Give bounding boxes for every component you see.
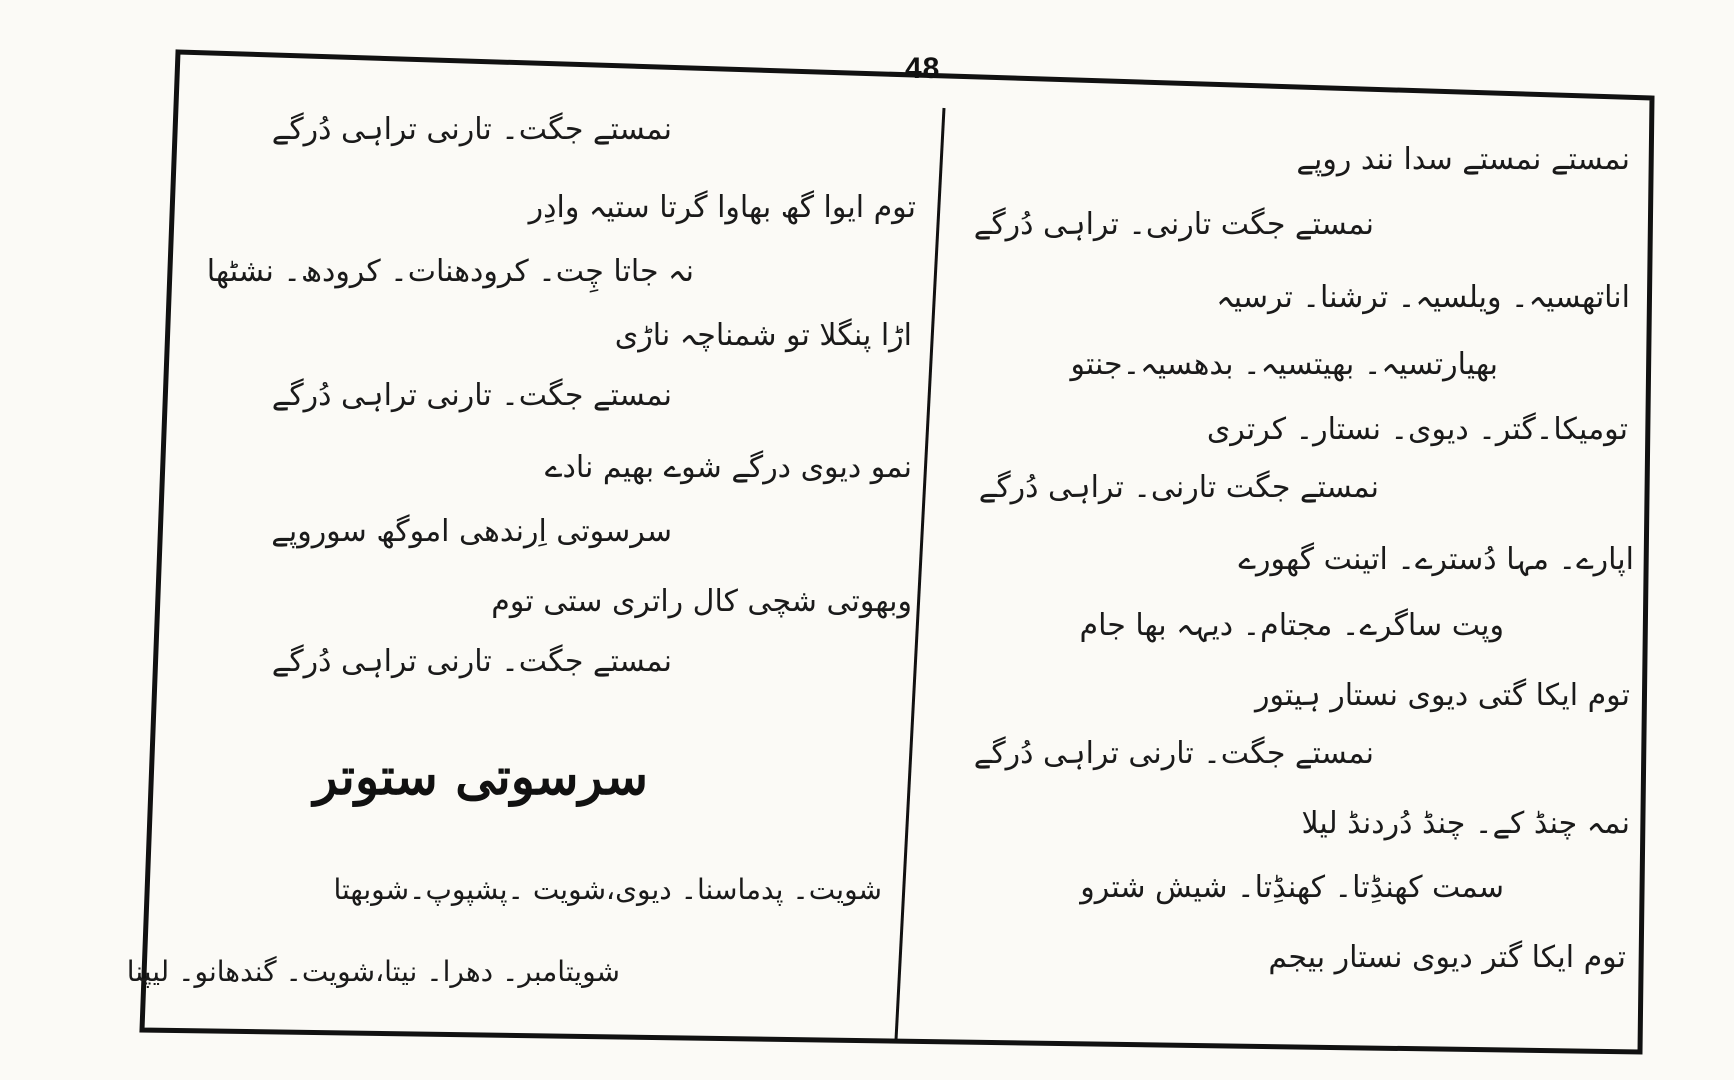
right-line: توم ایکا گتر دیوی نستار بیجم — [1268, 940, 1626, 975]
right-line: بھیارتسیہ۔ بھیتسیہ۔ بدھسیہ۔جنتو — [1070, 347, 1498, 382]
left-line: وبھوتی شچی کال راتری ستی توم — [491, 584, 912, 619]
left-line: نمو دیوی درگے شوے بھیم نادے — [544, 450, 912, 485]
page-number: 48 — [905, 52, 941, 85]
right-line: اناتھسیہ۔ ویلسیہ۔ ترشنا۔ ترسیہ — [1216, 280, 1630, 315]
left-line: نمستے جگت۔ تارنی تراہی دُرگے — [271, 378, 672, 413]
right-line: اپارے۔ مہا دُسترے۔ اتینت گھورے — [1238, 542, 1634, 577]
left-line: نہ جاتا چِت۔ کرودھنات۔ کرودھ۔ نشٹھا — [206, 254, 694, 289]
right-line: نمستے نمستے سدا نند روپے — [1296, 142, 1630, 177]
right-line: تومیکا۔گتر۔ دیوی۔ نستار۔ کرتری — [1206, 412, 1628, 447]
right-line: نمستے جگت۔ تارنی تراہی دُرگے — [973, 736, 1374, 771]
right-line: نمستے جگت تارنی۔ تراہی دُرگے — [973, 207, 1374, 242]
right-line: سمت کھنڈِتا۔ کھنڈِتا۔ شیش شترو — [1080, 870, 1504, 905]
right-line: نمستے جگت تارنی۔ تراہی دُرگے — [978, 470, 1379, 505]
left-line: توم ایوا گھ بھاوا گرتا ستیہ وادِر — [528, 190, 916, 225]
left-line: شویتامبر۔ دھرا۔ نیتا،شویت۔ گندھانو۔ لیپنا — [126, 955, 620, 988]
right-line: توم ایکا گتی دیوی نستار ہیتور — [1255, 678, 1630, 713]
section-heading: سرسوتی ستوتر — [313, 747, 648, 806]
right-line: نمہ چنڈ کے۔ چنڈ دُردنڈ لیلا — [1301, 806, 1630, 841]
left-line: اڑا پنگلا تو شمناچہ ناڑی — [614, 318, 912, 353]
left-line: نمستے جگت۔ تارنی تراہی دُرگے — [271, 112, 672, 147]
right-line: وپت ساگرے۔ مجتام۔ دیہہ بھا جام — [1079, 608, 1504, 643]
left-line: سرسوتی اِرندھی اموگھ سوروپے — [271, 514, 672, 549]
left-line: شویت۔ پدماسنا۔ دیوی،شویت ۔پشپوپ۔شوبھتا — [333, 873, 882, 906]
left-line: نمستے جگت۔ تارنی تراہی دُرگے — [271, 644, 672, 679]
